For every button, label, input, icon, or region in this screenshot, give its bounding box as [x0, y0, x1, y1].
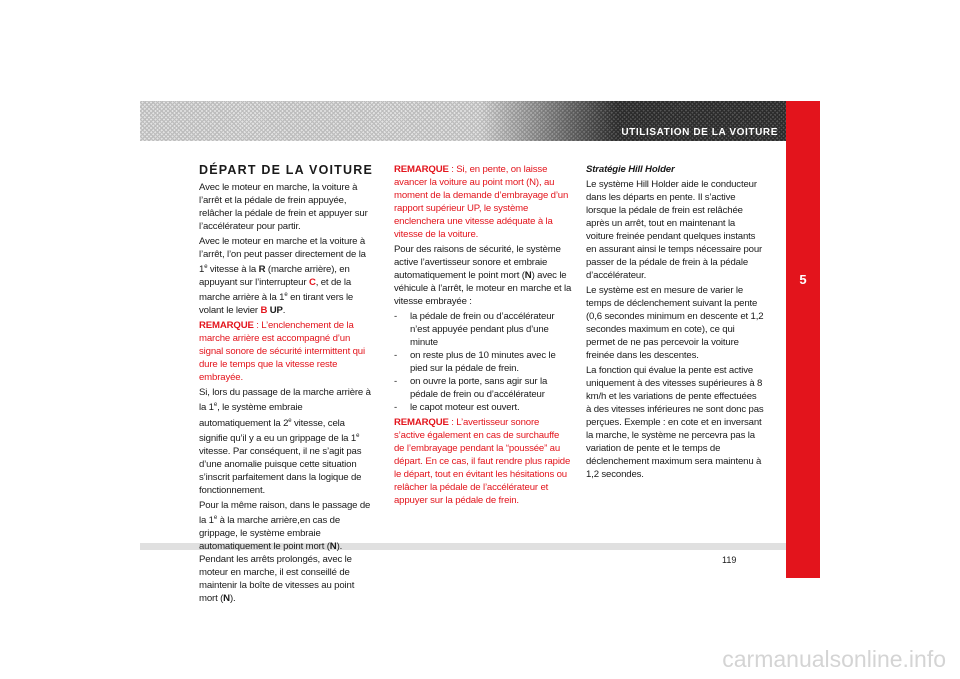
list-item: - le capot moteur est ouvert. [394, 401, 572, 414]
list-item: - la pédale de frein ou d’accélérateur n’est appuyée pendant plus d’une minute [394, 310, 572, 349]
paragraph: Le système est en mesure de varier le temps de déclenchement suivant la pente (0,6 secondes minimum en descente et 1,2 secondes maximum en cote), ce qui permet de ne pas percevoir la voiture freinée dans les descentes. [586, 285, 764, 361]
paragraph: Pour des raisons de sécurité, le système active l’avertisseur sonore et embraie automatiquement le point mort (N) avec le véhicule à l’arrêt, le moteur en marche et la vitesse embrayée : [394, 244, 572, 307]
list-item: - on ouvre la porte, sans agir sur la pédale de frein ou d’accélérateur [394, 375, 572, 401]
column-2 [394, 163, 572, 509]
page-number: 119 [722, 555, 737, 565]
column-3 [586, 163, 764, 483]
subheading: Stratégie Hill Holder [586, 164, 675, 175]
remark: REMARQUE : L’enclenchement de la marche arrière est accompagné d’un signal sonore de sécurité intermittent qui dure le temps que la vitesse reste embrayée. [199, 320, 365, 384]
paragraph: Pour la même raison, dans le passage de la 1e à la marche arrière,en cas de grippage, le système embraie automatiquement le point mort (N). Pendant les arrêts prolongés, avec le moteur en marche, il est conseillé de maintenir la boîte de vitesses au point mort (N). [199, 499, 371, 605]
column-1 [199, 163, 375, 607]
watermark: carmanualsonline.info [722, 646, 946, 672]
condition-list [394, 310, 572, 414]
remark: REMARQUE : Si, en pente, on laisse avancer la voiture au point mort (N), au moment de la demande d’embrayage d’un rapport supérieur UP, le système enclenchera une vitesse adéquate à la vitesse de la voiture. [394, 164, 569, 240]
paragraph: Avec le moteur en marche, la voiture à l’arrêt et la pédale de frein appuyée, relâcher la pédale de frein et appuyer sur l’accélérateur pour partir. [199, 182, 368, 232]
list-item: - on reste plus de 10 minutes avec le pied sur la pédale de frein. [394, 349, 572, 375]
paragraph: Le système Hill Holder aide le conducteur dans les départs en pente. Il s’active lorsque la pédale de frein est relâchée après un arrêt, tout en maintenant la voiture freinée pendant quelques instants en assurant ainsi le temps nécessaire pour passer de la pédale de frein à la pédale d’accélérateur. [586, 179, 763, 281]
paragraph: La fonction qui évalue la pente est active uniquement à des vitesses supérieures à 8 km/h et les variations de pente effectuées à des vitesses inférieures ne sont donc pas perçues. Exemple : en cote et en inversant la marche, le système ne percevra pas la variation de pente et le temps de déclenchement maximum sera maintenu à 1,2 secondes. [586, 365, 764, 480]
section-title: UTILISATION DE LA VOITURE [621, 127, 778, 138]
paragraph: Si, lors du passage de la marche arrière à la 1e, le système embraie automatiquement la 2e vitesse, cela signifie qu’il y a eu un grippage de la 1e vitesse. Par conséquent, il ne s’agit pas d’une anomalie puisque cette situation s’inscrit parfaitement dans la logique de fonctionnement. [199, 387, 371, 496]
chapter-number: 5 [799, 272, 807, 287]
chapter-tab [786, 101, 820, 578]
section-heading: DÉPART DE LA VOITURE [199, 163, 374, 177]
remark: REMARQUE : L’avertisseur sonore s’active également en cas de surchauffe de l’embrayage pendant la “poussée” au départ. En ce cas, il faut rendre plus rapide le départ, tout en évitant les hésitations ou relâcher la pédale de l’accélérateur et appuyer sur la pédale de frein. [394, 417, 571, 506]
paragraph: Avec le moteur en marche et la voiture à l’arrêt, l’on peut passer directement de la 1e vitesse à la R (marche arrière), en appuyant sur l’interrupteur C, et de la marche arrière à la 1e en tirant vers le volant le levier B UP. [199, 236, 366, 317]
